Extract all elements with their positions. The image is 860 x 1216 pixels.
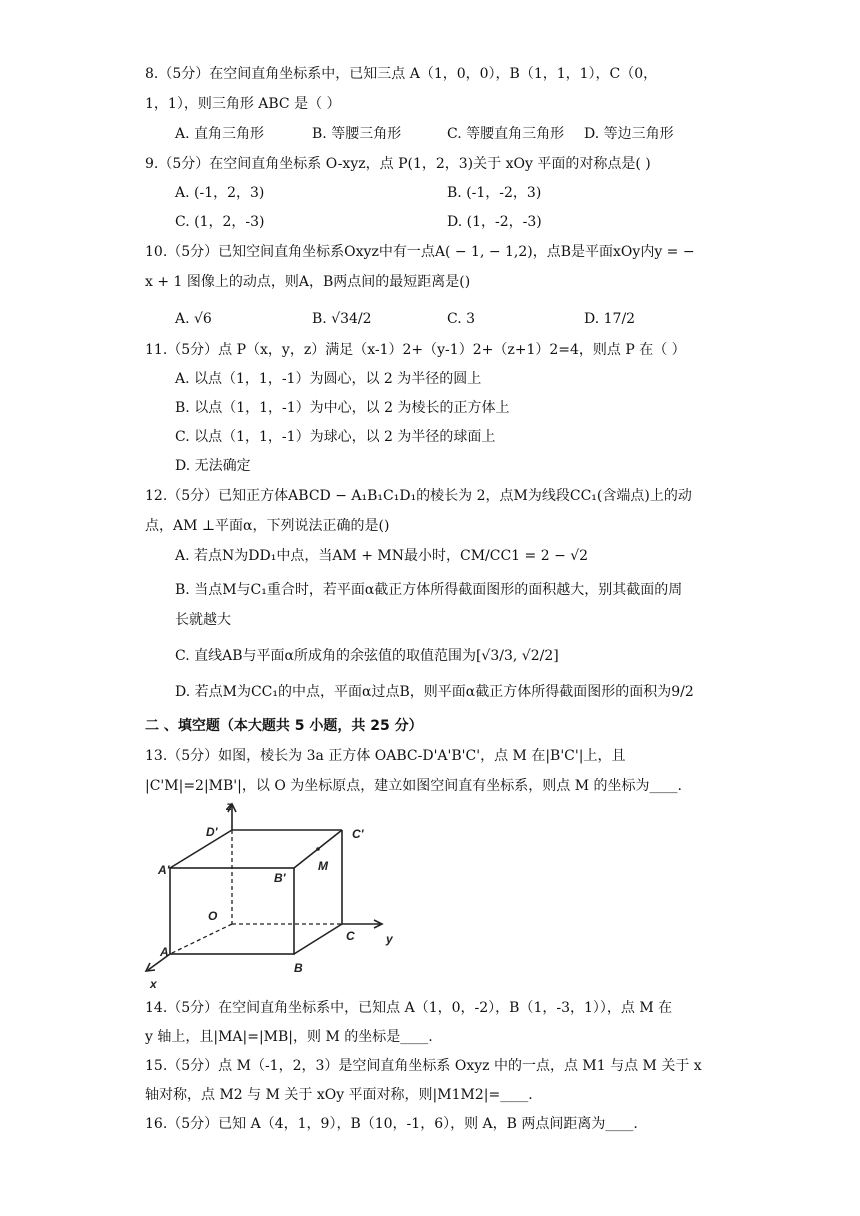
q12-stem-line1: 12.（5分）已知正方体ABCD − A₁B₁C₁D₁的棱长为 2，点M为线段CC₁(含端点)上的动 bbox=[145, 488, 692, 504]
label-b-prime: B' bbox=[274, 871, 286, 885]
q15-stem-line2: 轴对称，点 M2 与 M 关于 xOy 平面对称，则|M1M2|=____. bbox=[145, 1087, 533, 1103]
label-b: B bbox=[294, 961, 303, 975]
q11-option-b: B. 以点（1，1，-1）为中心，以 2 为棱长的正方体上 bbox=[175, 400, 510, 416]
q8-option-c: C. 等腰直角三角形 bbox=[447, 126, 565, 142]
cube-coordinate-figure bbox=[140, 800, 410, 995]
q16-stem: 16.（5分）已知 A（4，1，9），B（10，-1，6），则 A，B 两点间距离为____. bbox=[145, 1116, 638, 1132]
q10-option-c: C. 3 bbox=[447, 311, 476, 327]
q8-option-b: B. 等腰三角形 bbox=[312, 126, 402, 142]
q12-option-d: D. 若点M为CC₁的中点，平面α过点B，则平面α截正方体所得截面图形的面积为9/2 bbox=[175, 684, 694, 700]
q14-stem-line2: y 轴上，且|MA|=|MB|，则 M 的坐标是____. bbox=[145, 1029, 433, 1045]
q13-stem-line1: 13.（5分）如图，棱长为 3a 正方体 OABC-D'A'B'C'，点 M 在|B'C'|上，且 bbox=[145, 748, 626, 764]
q10-option-b: B. √34/2 bbox=[312, 311, 372, 327]
label-c-prime: C' bbox=[352, 827, 364, 841]
q11-stem: 11.（5分）点 P（x，y，z）满足（x-1）2+（y-1）2+（z+1）2=4，则点 P 在（ ） bbox=[145, 342, 686, 358]
q9-option-a: A. (-1，2，3) bbox=[175, 185, 265, 201]
q14-stem-line1: 14.（5分）在空间直角坐标系中，已知点 A（1，0，-2），B（1，-3，1）），点 M 在 bbox=[145, 1000, 673, 1016]
q9-option-c: C. (1，2，-3) bbox=[175, 214, 265, 230]
q9-option-d: D. (1，-2，-3) bbox=[447, 214, 542, 230]
q8-option-d: D. 等边三角形 bbox=[584, 126, 674, 142]
q12-option-b-line2: 长就越大 bbox=[175, 612, 231, 628]
label-c: C bbox=[346, 929, 355, 943]
q11-option-c: C. 以点（1，1，-1）为球心，以 2 为半径的球面上 bbox=[175, 429, 496, 445]
label-x-axis: x bbox=[150, 977, 157, 991]
q11-option-d: D. 无法确定 bbox=[175, 458, 251, 474]
q8-stem-line2: 1，1），则三角形 ABC 是（ ） bbox=[145, 96, 341, 112]
q12-stem-line2: 点，AM ⊥平面α，下列说法正确的是() bbox=[145, 518, 390, 534]
q9-stem: 9.（5分）在空间直角坐标系 O-xyz，点 P(1，2，3)关于 xOy 平面的对称点是( ) bbox=[145, 156, 651, 172]
q13-stem-line2: |C'M|=2|MB'|，以 O 为坐标原点，建立如图空间直有坐标系，则点 M 的坐标为____. bbox=[145, 778, 682, 794]
q10-option-d: D. 17/2 bbox=[584, 311, 636, 327]
q12-option-b-line1: B. 当点M与C₁重合时，若平面α截正方体所得截面图形的面积越大，别其截面的周 bbox=[175, 582, 683, 598]
q10-stem-line2: x + 1 图像上的动点，则A，B两点间的最短距离是() bbox=[145, 274, 471, 290]
q10-stem-line1: 10.（5分）已知空间直角坐标系Oxyz中有一点A( − 1, − 1,2)，点B是平面xOy内y = − bbox=[145, 244, 695, 260]
label-d-prime: D' bbox=[206, 825, 218, 839]
q10-option-a: A. √6 bbox=[175, 311, 212, 327]
q11-option-a: A. 以点（1，1，-1）为圆心，以 2 为半径的圆上 bbox=[175, 371, 482, 387]
label-m: M bbox=[318, 859, 328, 873]
q8-option-a: A. 直角三角形 bbox=[175, 126, 265, 142]
label-a-prime: A' bbox=[158, 863, 170, 877]
q9-option-b: B. (-1，-2，3) bbox=[447, 185, 542, 201]
q8-stem-line1: 8.（5分）在空间直角坐标系中，已知三点 A（1，0，0），B（1，1，1），C（0， bbox=[145, 66, 658, 82]
label-y-axis: y bbox=[386, 932, 393, 946]
q15-stem-line1: 15.（5分）点 M（-1，2，3）是空间直角坐标系 Oxyz 中的一点，点 M1 与点 M 关于 x bbox=[145, 1058, 702, 1074]
label-z-axis: z bbox=[226, 800, 232, 813]
section-heading-fill-blank: 二 、填空题（本大题共 5 小题，共 25 分） bbox=[145, 718, 423, 734]
label-a: A bbox=[160, 945, 169, 959]
q12-option-c: C. 直线AB与平面α所成角的余弦值的取值范围为[√3/3, √2/2] bbox=[175, 648, 559, 664]
label-o: O bbox=[208, 909, 218, 923]
point-m-dot bbox=[316, 847, 320, 851]
q12-option-a: A. 若点N为DD₁中点，当AM + MN最小时，CM/CC1 = 2 − √2 bbox=[175, 548, 589, 564]
